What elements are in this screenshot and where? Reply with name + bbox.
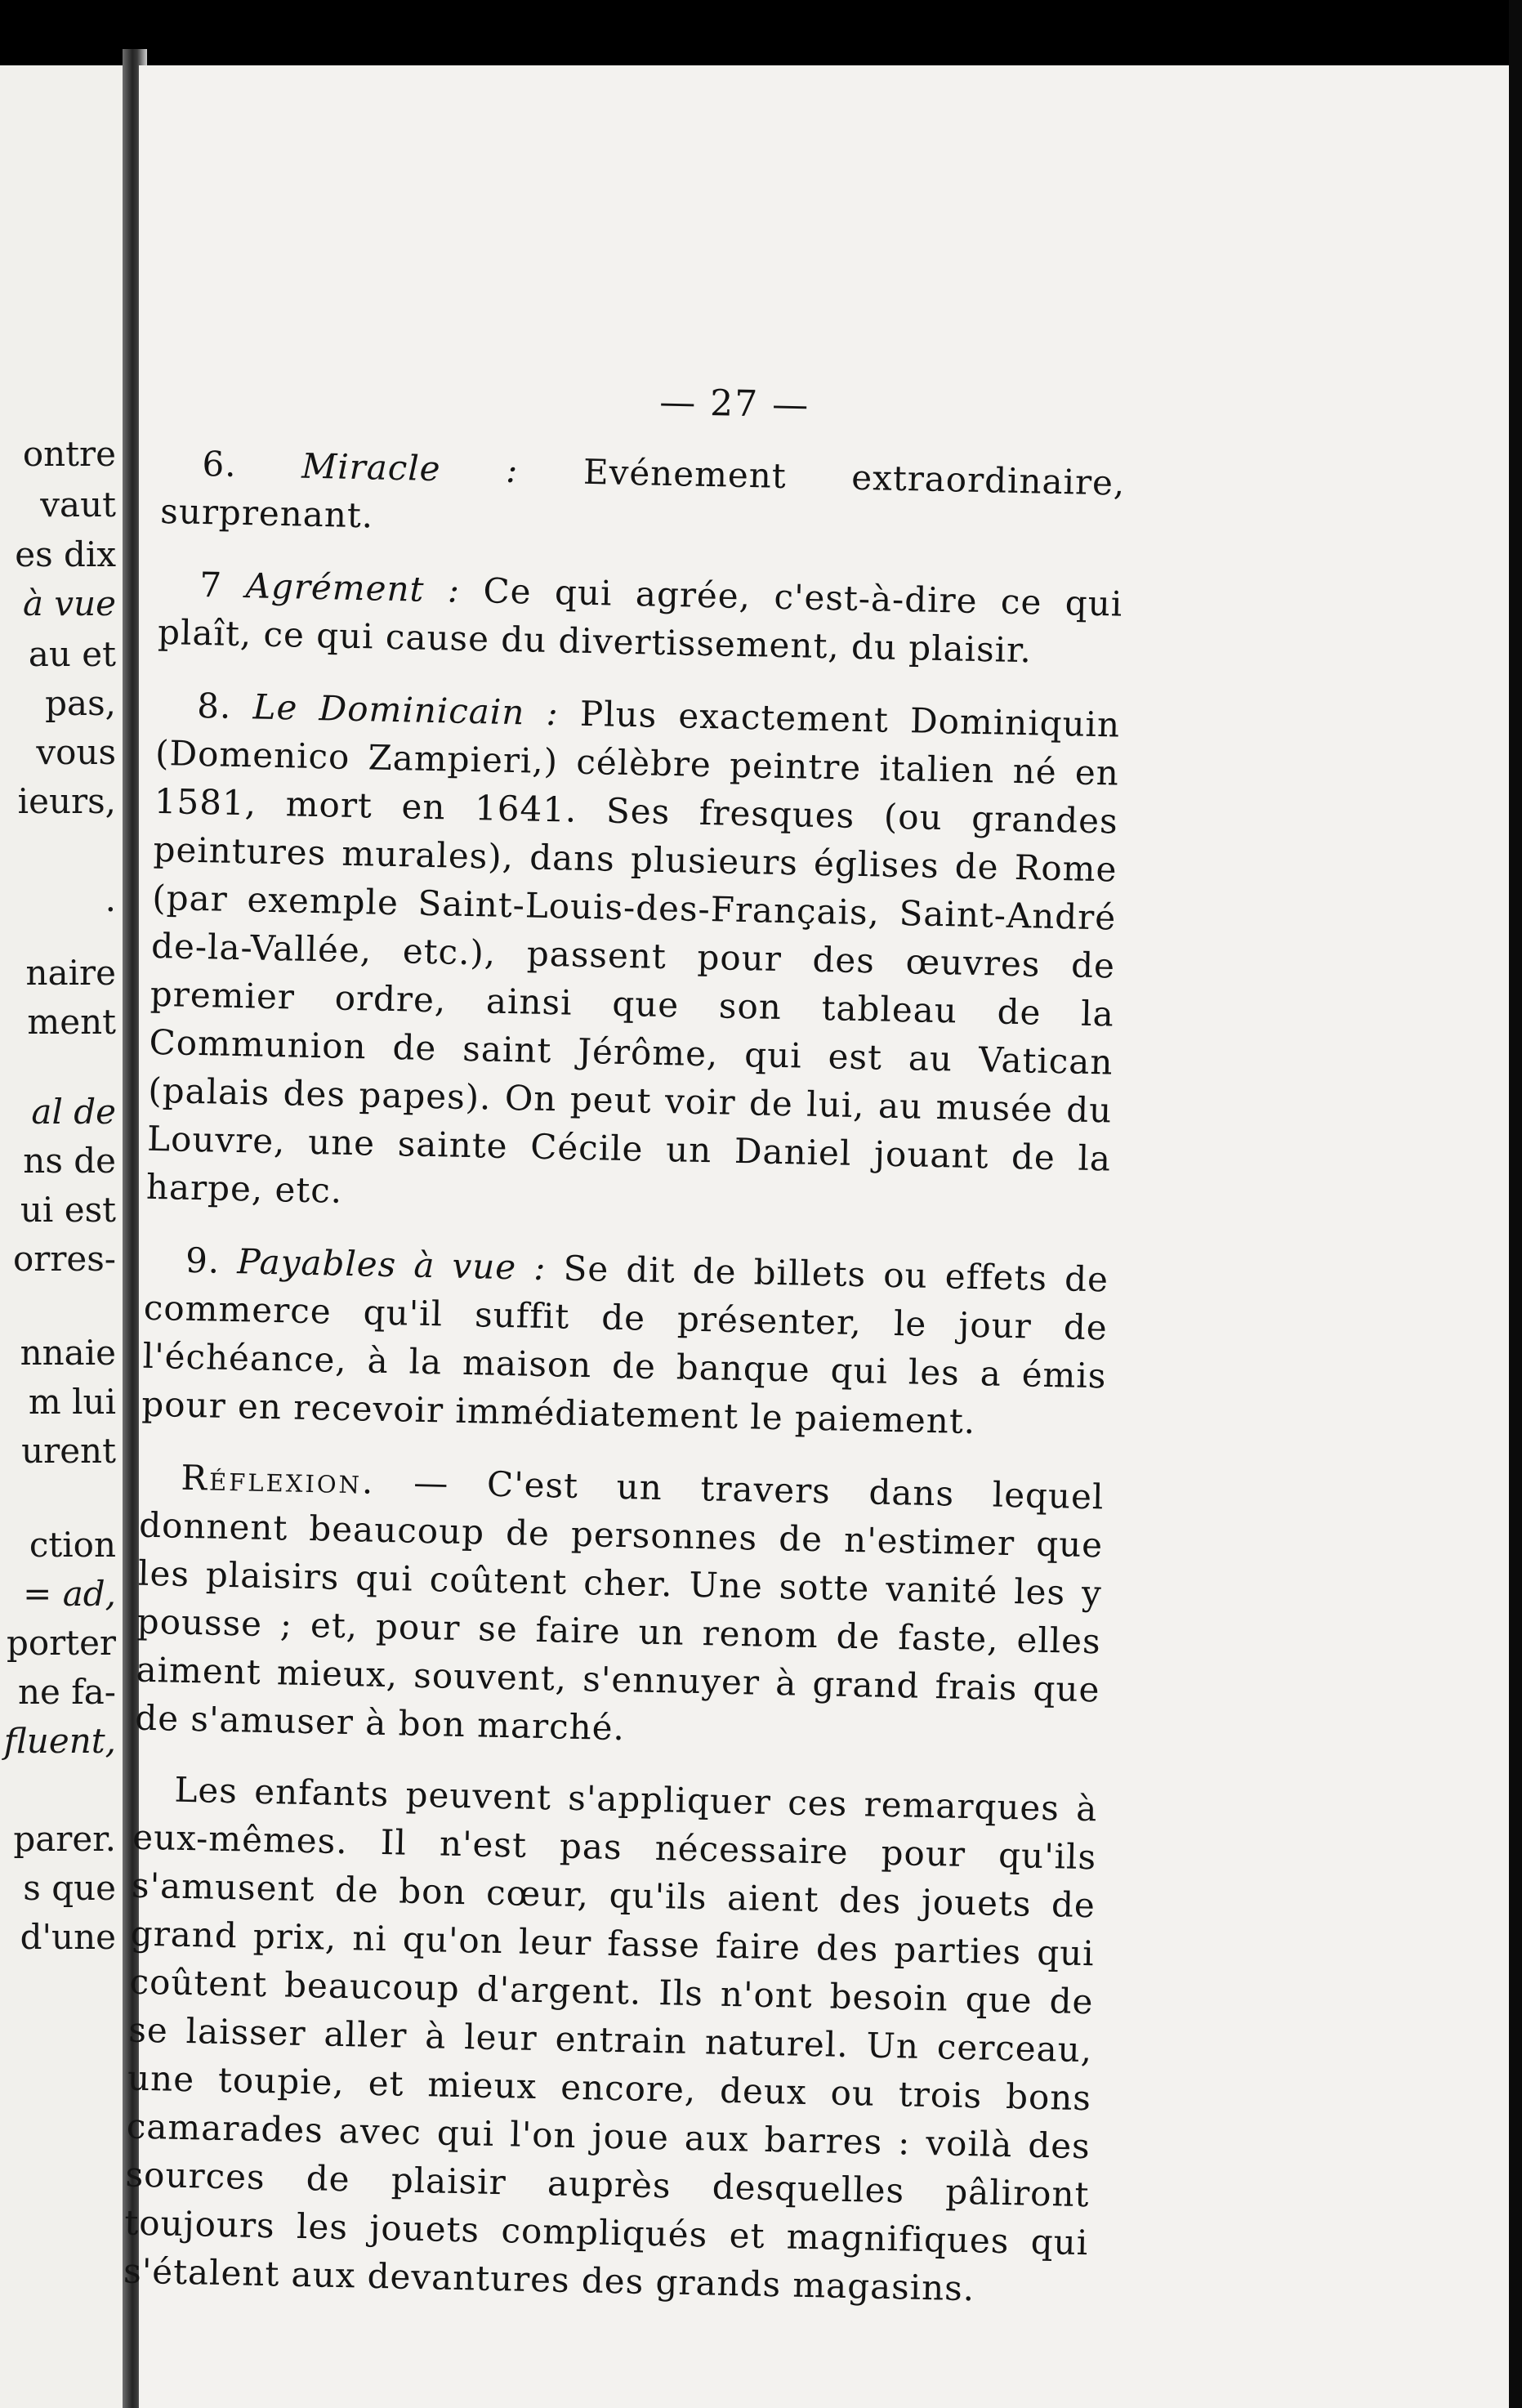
note-6 <box>160 439 1126 556</box>
note-text: Plus exactement Dominiquin (Domenico Zampieri,) célèbre peintre italien né en 1581, mort en 1641. Ses fresques (ou grandes peintures murales), dans plusieurs églises de Rome (par exemple Saint-Louis-des-Français, Saint-André de-la-Vallée, etc.), passent pour des œuvres de premier ordre, ainsi que son tableau de la Communion de saint Jérôme, qui est au Vatican (palais des papes). On peut voir de lui, au musée du Louvre, une sainte Cécile un Daniel jouant de la harpe, etc. <box>145 693 1121 1211</box>
note-number: 6. <box>202 444 238 485</box>
facing-line: m lui <box>28 1382 116 1422</box>
page-text <box>123 368 1127 2338</box>
facing-line: es dix <box>15 534 116 574</box>
page-number: — 27 — <box>658 381 810 427</box>
reflexion-paragraph <box>135 1453 1105 1762</box>
note-7 <box>158 560 1123 677</box>
reflexion-text: — C'est un travers dans lequel donnent beaucoup de personnes de n'estimer que les plaisirs qui coûtent cher. Une sotte vanité les y pousse ; et, pour se faire un renom de faste, elles aiment mieux, souvent, s'ennuyer à grand frais que de s'amuser à bon marché. <box>134 1462 1105 1749</box>
closing-paragraph: Les enfants peuvent s'appliquer ces remarques à eux-mêmes. Il n'est pas nécessaire pour qu'ils s'amusent de bon cœur, qu'ils aient des jouets de grand prix, ni qu'on leur fasse faire des parties qui coûtent beaucoup d'argent. Ils n'ont besoin que de se laisser aller à leur entrain naturel. Un cerceau, une toupie, et mieux encore, deux ou trois bons camarades avec qui l'on joue aux barres : voilà des sources de plaisir auprès desquelles pâliront toujours les jouets compliqués et magnifiques qui s'étalent aux devantures des grands magasins. <box>123 1769 1098 2309</box>
note-number: 8. <box>196 685 232 726</box>
facing-line: urent <box>21 1431 116 1471</box>
note-term: Payables à vue : <box>236 1241 547 1289</box>
note-9 <box>141 1235 1109 1449</box>
facing-line: fluent, <box>3 1721 116 1761</box>
reflexion-label: Réflexion. <box>181 1457 376 1502</box>
scan-top-border <box>139 0 1522 65</box>
facing-line: ction <box>29 1525 116 1565</box>
note-number: 7 <box>199 564 223 605</box>
facing-page-fragment <box>0 65 123 2408</box>
facing-line: ontre <box>22 434 116 474</box>
note-text: Ce qui agrée, c'est-à-dire ce qui plaît, ce qui cause du divertissement, du plaisir. <box>157 570 1123 671</box>
note-term: Miracle : <box>301 445 519 491</box>
facing-line: ne fa- <box>17 1672 116 1712</box>
facing-line: porter <box>6 1623 116 1663</box>
note-term: Le Dominicain : <box>252 686 560 734</box>
note-number: 9. <box>185 1240 221 1281</box>
facing-line: . <box>105 879 116 919</box>
facing-line: parer. <box>13 1819 116 1859</box>
facing-line: al de <box>31 1092 116 1132</box>
facing-line: ns de <box>23 1141 116 1181</box>
facing-line: pas, <box>45 683 116 723</box>
facing-line: ui est <box>20 1190 116 1230</box>
facing-line: vous <box>36 732 116 772</box>
facing-line: nnaie <box>20 1333 116 1373</box>
facing-line: ieurs, <box>17 781 116 821</box>
facing-line: d'une <box>20 1917 116 1957</box>
facing-line: = ad, <box>23 1574 116 1614</box>
facing-line: s que <box>23 1868 116 1908</box>
facing-line: à vue <box>22 583 116 623</box>
note-text: Evénement extraordinaire, surprenant. <box>159 451 1126 536</box>
note-8 <box>145 681 1120 1231</box>
facing-line: vaut <box>40 485 116 525</box>
note-text: Se dit de billets ou effets de commerce qu'il suffit de présenter, le jour de l'échéance, à la maison de banque qui les a émis pour en recevoir immédiatement le paiement. <box>141 1248 1109 1442</box>
facing-line: orres- <box>12 1239 116 1279</box>
facing-line: naire <box>25 953 116 993</box>
scan-right-border <box>1509 0 1522 2408</box>
facing-line: ment <box>27 1002 116 1042</box>
facing-line: au et <box>28 634 116 674</box>
note-term: Agrément : <box>245 565 461 610</box>
